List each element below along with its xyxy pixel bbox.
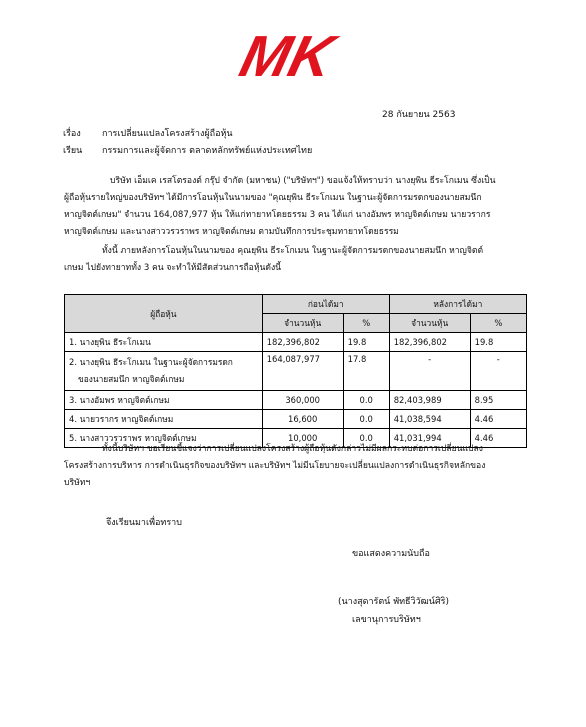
before-shares: 182,396,802 bbox=[262, 333, 343, 352]
subheader-before-pct: % bbox=[343, 314, 389, 333]
mk-logo-text: MK bbox=[233, 24, 340, 89]
paragraph-3 bbox=[64, 441, 534, 492]
paragraph-1-line: ผู้ถือหุ้นรายใหญ่ของบริษัทฯ ได้มีการโอนหุ้นในนามของ "คุณยุพิน ธีระโกเมน ในฐานะผู้จัดการมรดกของนายสมนึก bbox=[64, 193, 482, 203]
after-shares: 182,396,802 bbox=[389, 333, 470, 352]
header-after: หลังการได้มา bbox=[389, 295, 526, 314]
after-pct: 8.95 bbox=[470, 391, 526, 410]
before-shares: 360,000 bbox=[262, 391, 343, 410]
regards-text: ขอแสดงความนับถือ bbox=[352, 549, 430, 559]
subject-label: เรื่อง bbox=[63, 129, 81, 139]
before-shares: 164,087,977 bbox=[262, 352, 343, 391]
before-pct: 0.0 bbox=[343, 391, 389, 410]
before-pct: 0.0 bbox=[343, 429, 389, 448]
header-holder: ผู้ถือหุ้น bbox=[65, 295, 263, 333]
shareholder-table bbox=[64, 294, 527, 448]
before-shares: 10,000 bbox=[262, 429, 343, 448]
after-pct: 4.46 bbox=[470, 410, 526, 429]
holder-name: 4. นายวรากร หาญจิตต์เกษม bbox=[65, 410, 263, 429]
signatory-title: เลขานุการบริษัทฯ bbox=[352, 615, 421, 625]
paragraph-1-line: หาญจิตต์เกษม" จำนวน 164,087,977 หุ้น ให้แก่ทายาทโดยธรรม 3 คน ได้แก่ นางอัมพร หาญจิตต์เกษม นายวรากร bbox=[64, 210, 491, 220]
after-pct: 4.46 bbox=[470, 429, 526, 448]
mk-logo bbox=[233, 24, 341, 89]
holder-name-line: ของนายสมนึก หาญจิตต์เกษม bbox=[78, 374, 185, 384]
table-header-row bbox=[65, 295, 527, 314]
paragraph-1 bbox=[64, 173, 534, 241]
subheader-before-shares: จำนวนหุ้น bbox=[262, 314, 343, 333]
paragraph-1-line: หาญจิตต์เกษม และนางสาววรวราพร หาญจิตต์เกษม ตามบันทึกการประชุมทายาทโดยธรรม bbox=[64, 227, 399, 237]
after-shares: 41,031,994 bbox=[389, 429, 470, 448]
letter-date: 28 กันยายน 2563 bbox=[382, 110, 456, 120]
table-row bbox=[65, 333, 527, 352]
subheader-after-pct: % bbox=[470, 314, 526, 333]
after-pct: 19.8 bbox=[470, 333, 526, 352]
after-shares: - bbox=[389, 352, 470, 391]
before-pct: 19.8 bbox=[343, 333, 389, 352]
recipient-label: เรียน bbox=[63, 146, 83, 156]
holder-name: 5. นางสาววรวราพร หาญจิตต์เกษม bbox=[65, 429, 263, 448]
holder-name bbox=[65, 352, 263, 391]
closing-text: จึงเรียนมาเพื่อทราบ bbox=[106, 518, 182, 528]
holder-name: 3. นางอัมพร หาญจิตต์เกษม bbox=[65, 391, 263, 410]
signatory-name: (นางสุดารัตน์ พัทธีวิวัฒน์ศิริ) bbox=[338, 597, 450, 607]
holder-name: 1. นางยุพิน ธีระโกเมน bbox=[65, 333, 263, 352]
after-shares: 82,403,989 bbox=[389, 391, 470, 410]
subheader-after-shares: จำนวนหุ้น bbox=[389, 314, 470, 333]
paragraph-3-line: บริษัทฯ bbox=[64, 478, 91, 488]
table-row bbox=[65, 352, 527, 391]
subject-value: การเปลี่ยนแปลงโครงสร้างผู้ถือหุ้น bbox=[102, 129, 233, 139]
paragraph-3-line: ทั้งนี้บริษัทฯ ขอเรียนชี้แจงว่าการเปลี่ยนแปลงโครงสร้างผู้ถือหุ้นดังกล่าวไม่มีผลกระทบต่อการเปลี่ยนแปลง bbox=[102, 444, 483, 454]
holder-name-line: 2. นางยุพิน ธีระโกเมน ในฐานะผู้จัดการมรดก bbox=[69, 357, 233, 367]
header-before: ก่อนได้มา bbox=[262, 295, 389, 314]
paragraph-2-line: เกษม ไปยังทายาททั้ง 3 คน จะทำให้มีสัดส่วนการถือหุ้นดังนี้ bbox=[64, 263, 282, 273]
paragraph-2-line: ทั้งนี้ ภายหลังการโอนหุ้นในนามของ คุณยุพิน ธีระโกเมน ในฐานะผู้จัดการมรดกของนายสมนึก หาญจิตต์ bbox=[102, 246, 484, 256]
before-pct: 17.8 bbox=[343, 352, 389, 391]
table-row bbox=[65, 391, 527, 410]
before-shares: 16,600 bbox=[262, 410, 343, 429]
recipient-value: กรรมการและผู้จัดการ ตลาดหลักทรัพย์แห่งประเทศไทย bbox=[102, 146, 313, 156]
table-row bbox=[65, 410, 527, 429]
paragraph-2 bbox=[64, 243, 534, 277]
after-shares: 41,038,594 bbox=[389, 410, 470, 429]
after-pct: - bbox=[470, 352, 526, 391]
paragraph-1-line: บริษัท เอ็มเค เรสโตรองต์ กรุ๊ป จำกัด (มหาชน) ("บริษัทฯ") ขอแจ้งให้ทราบว่า นางยุพิน ธีระโกเมน ซึ่งเป็น bbox=[110, 176, 496, 186]
paragraph-3-line: โครงสร้างการบริหาร การดำเนินธุรกิจของบริษัทฯ และบริษัทฯ ไม่มีนโยบายจะเปลี่ยนแปลงการดำเนินธุรกิจหลักของ bbox=[64, 461, 486, 471]
before-pct: 0.0 bbox=[343, 410, 389, 429]
